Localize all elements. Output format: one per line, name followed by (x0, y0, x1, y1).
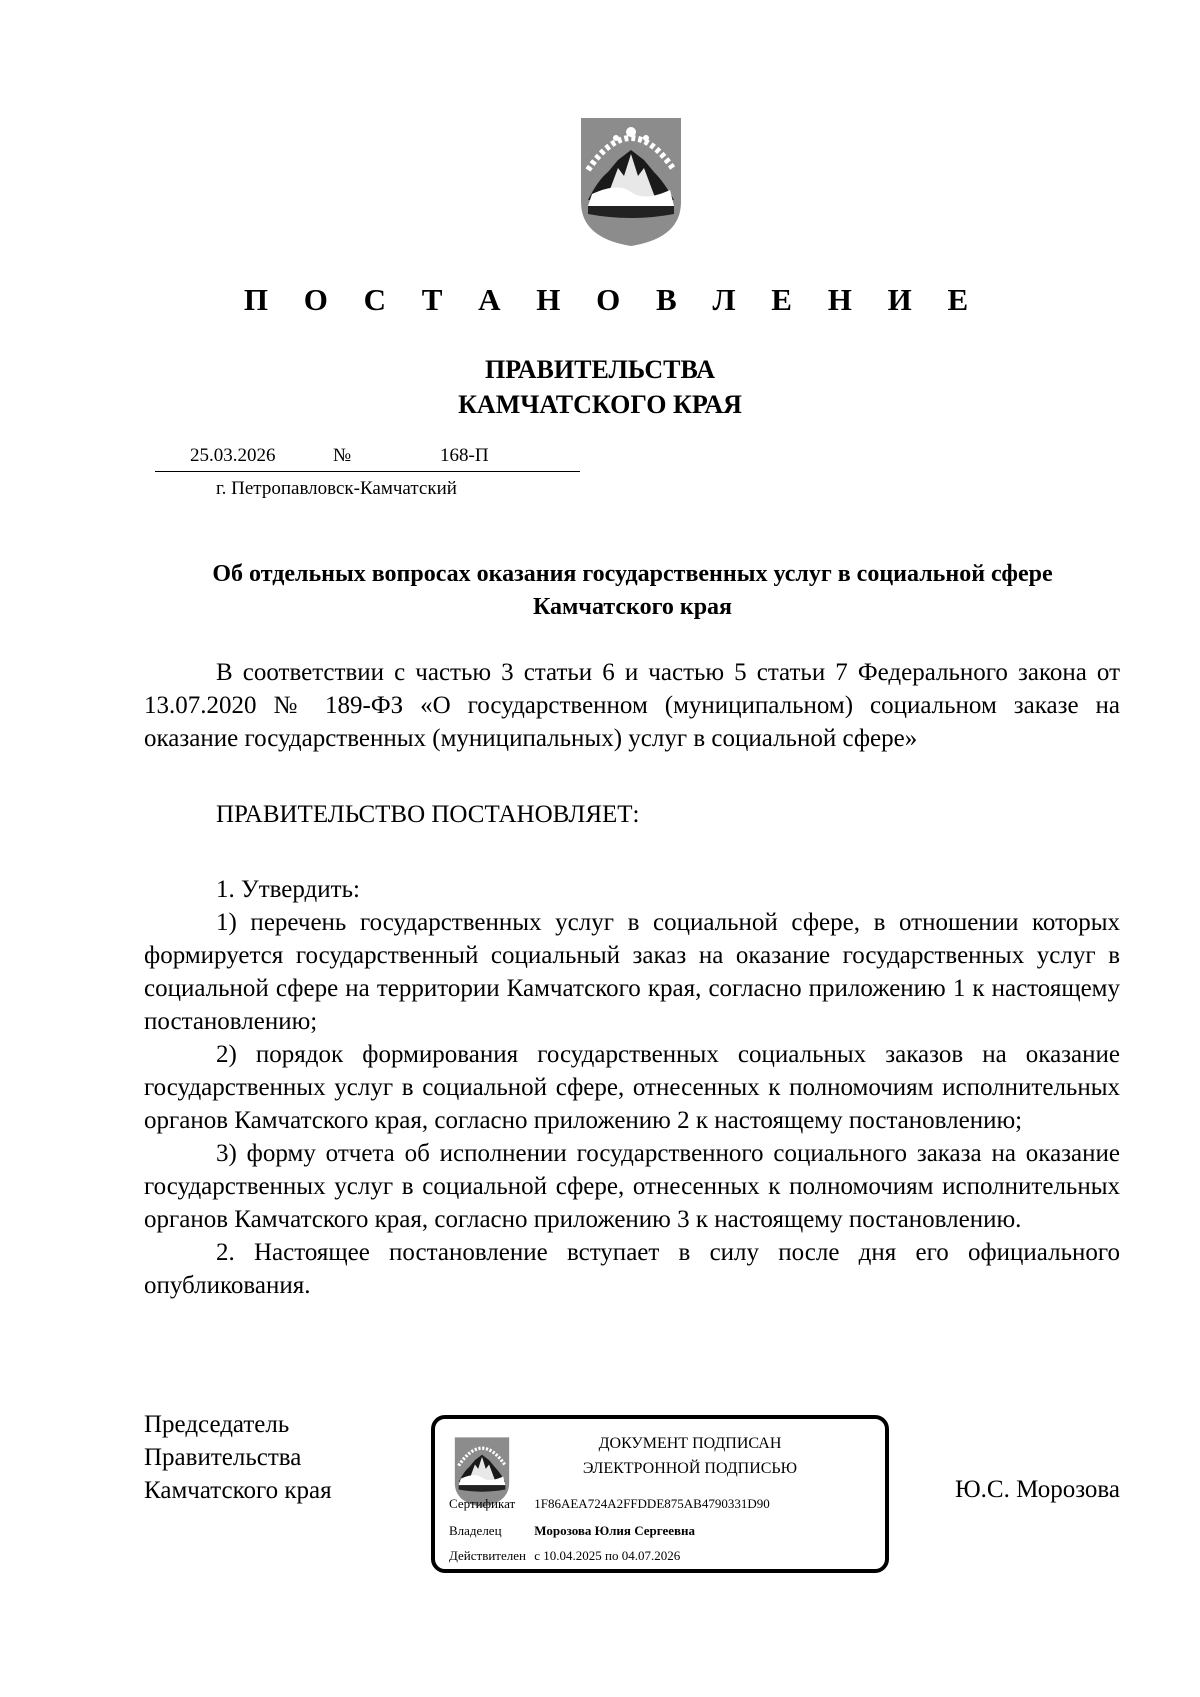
valid-to-label: по (605, 1548, 619, 1563)
preamble-paragraph: В соответствии с частью 3 статьи 6 и частью 5 статьи 7 Федерального закона от 13.07.2020 № 189-ФЗ «О государственном (муниципальном) социальном заказе на оказание государственных (муниципальных) услуг в социальной сфере» (144, 659, 1120, 752)
certificate-value: 1F86AEA724A2FFDDE875AB4790331D90 (534, 1496, 770, 1511)
signatory-name: Ю.С. Морозова (954, 1476, 1120, 1503)
owner-label: Владелец (449, 1523, 502, 1538)
validity-row (449, 1548, 680, 1564)
item-paragraph: 2. Настоящее постановление вступает в силу после дня его официального опубликования. (144, 1239, 1120, 1299)
issuer-line: ПРАВИТЕЛЬСТВА (485, 355, 715, 384)
number-label: № (333, 445, 352, 466)
document-place: г. Петропавловск-Камчатский (216, 478, 457, 499)
document-body (144, 656, 1120, 1302)
owner-value: Морозова Юлия Сергеевна (534, 1523, 696, 1538)
stamp-title-line: ЭЛЕКТРОННОЙ ПОДПИСЬЮ (582, 1460, 798, 1477)
item-paragraph: 1) перечень государственных услуг в социальной сфере, в отношении которых формируется государственный социальный заказ на оказание государственных услуг в социальной сфере на территории Камчатского края, согласно приложению 1 к настоящему постановлению; (144, 909, 1120, 1035)
issuer-title (0, 352, 1200, 422)
item-paragraph: 2) порядок формирования государственных социальных заказов на оказание государственных услуг в социальной сфере, отнесенных к полномочиям исполнительных органов Камчатского края, согласно приложению 2 к настоящему постановлению; (144, 1041, 1120, 1134)
coat-of-arms-icon (578, 110, 684, 248)
validity-label: Действителен (449, 1548, 526, 1563)
document-type: П О С Т А Н О В Л Е Н И Е (243, 282, 983, 317)
document-heading: Об отдельных вопросах оказания государственных услуг в социальной сфере Камчатского края (212, 561, 1053, 620)
position-line: Камчатского края (144, 1477, 332, 1504)
item-paragraph: 3) форму отчета об исполнении государственного социального заказа на оказание государственных услуг в социальной сфере, отнесенных к полномочиям исполнительных органов Камчатского края, согласно приложению 3 к настоящему постановлению. (144, 1140, 1120, 1233)
owner-row (449, 1523, 695, 1539)
valid-from-label: с (534, 1548, 541, 1563)
certificate-row (449, 1496, 770, 1512)
position-line: Правительства (144, 1444, 302, 1471)
document-date: 25.03.2026 (190, 445, 276, 466)
date-number-row (155, 445, 580, 472)
stamp-title (525, 1431, 855, 1481)
stamp-title-line: ДОКУМЕНТ ПОДПИСАН (598, 1435, 782, 1452)
certificate-label: Сертификат (449, 1496, 516, 1511)
issuer-line: КАМЧАТСКОГО КРАЯ (458, 390, 742, 419)
valid-to: 04.07.2026 (621, 1548, 681, 1563)
document-number: 168-П (440, 445, 489, 466)
valid-from: 10.04.2025 (543, 1548, 602, 1563)
item-paragraph: 1. Утвердить: (216, 876, 360, 903)
decree-line: ПРАВИТЕЛЬСТВО ПОСТАНОВЛЯЕТ: (216, 801, 640, 828)
signatory-position (144, 1408, 332, 1507)
position-line: Председатель (144, 1411, 290, 1438)
electronic-signature-stamp (431, 1415, 889, 1573)
